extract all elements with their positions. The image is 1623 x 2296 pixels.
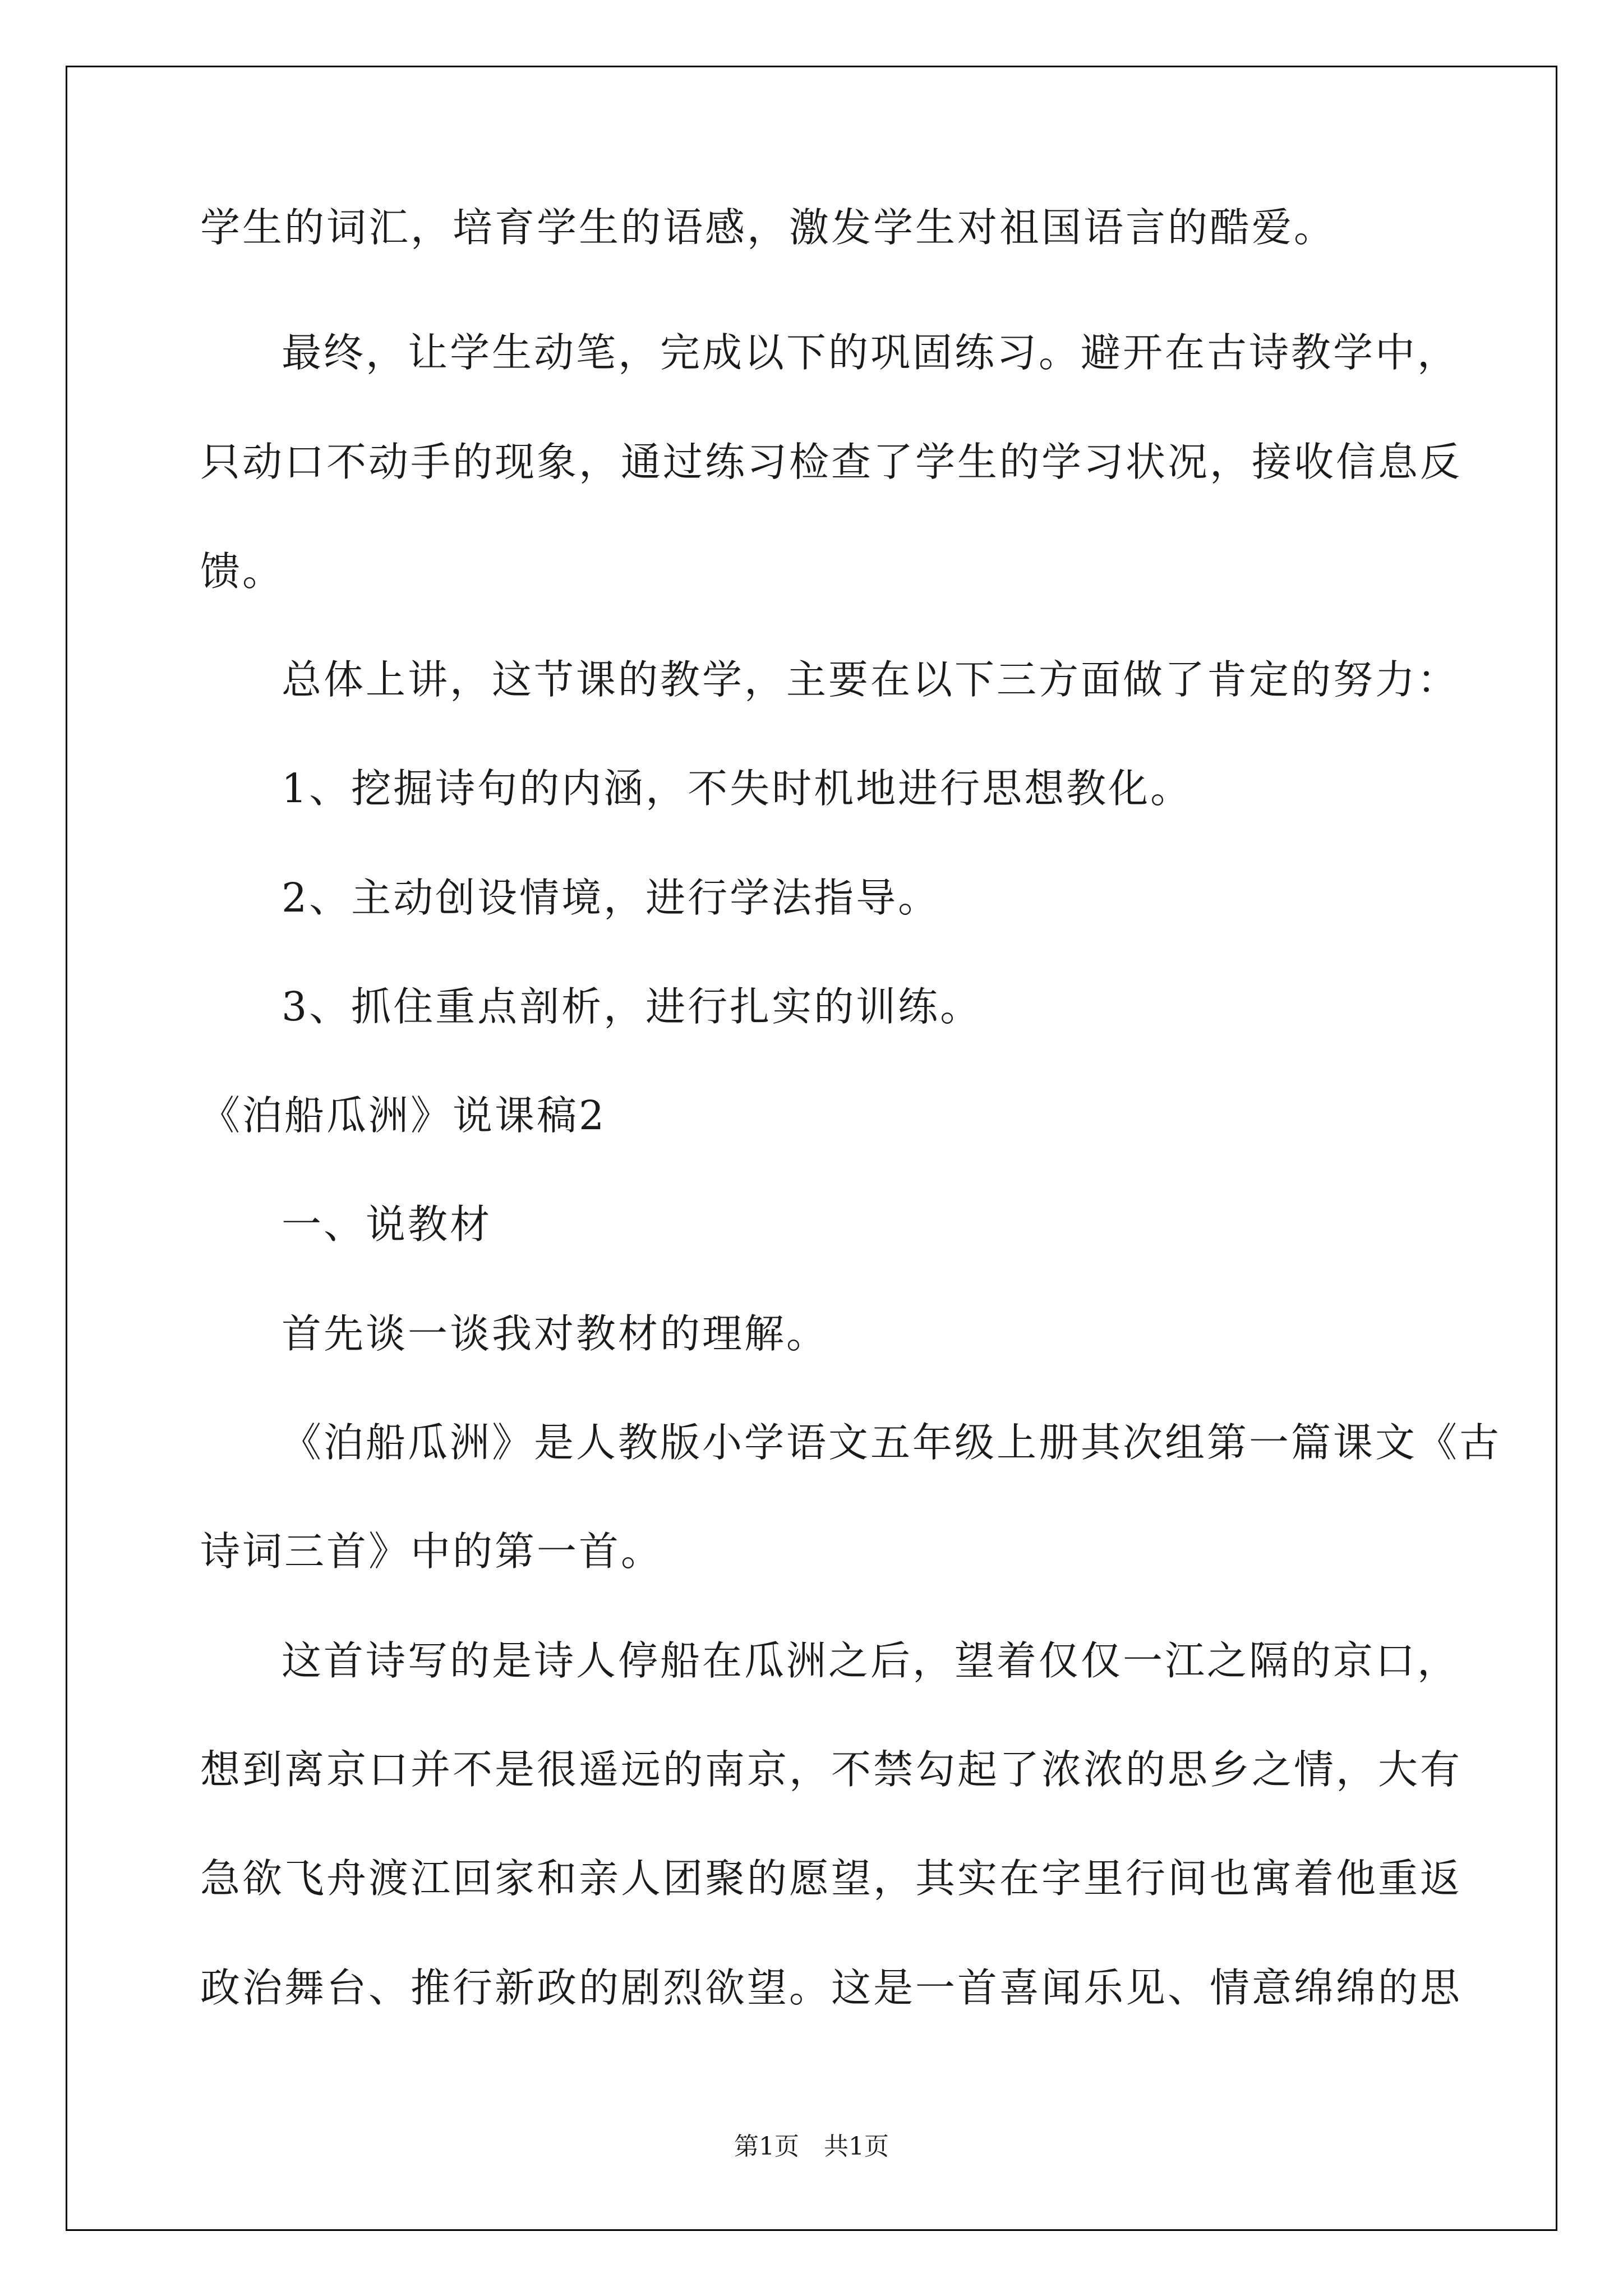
text-line: 诗词三首》中的第一首。: [200, 1528, 663, 1575]
section-heading: 一、说教材: [282, 1201, 492, 1248]
text-line: 最终，让学生动笔，完成以下的巩固练习。避开在古诗教学中，: [282, 329, 1460, 376]
section-title: 《泊船瓜洲》说课稿2: [200, 1092, 607, 1139]
text-line: 总体上讲，这节课的教学，主要在以下三方面做了肯定的努力：: [282, 656, 1460, 703]
text-line: 急欲飞舟渡江回家和亲人团聚的愿望，其实在字里行间也寓着他重返: [200, 1855, 1463, 1902]
page-border: [66, 66, 1557, 2231]
text-line: 学生的词汇，培育学生的语感，激发学生对祖国语言的酷爱。: [200, 204, 1336, 251]
text-line: 只动口不动手的现象，通过练习检查了学生的学习状况，接收信息反: [200, 439, 1463, 485]
text-line: 《泊船瓜洲》是人教版小学语文五年级上册其次组第一篇课文《古: [282, 1419, 1502, 1466]
text-line: 政治舞台、推行新政的剧烈欲望。这是一首喜闻乐见、情意绵绵的思: [200, 1964, 1463, 2011]
list-item: 1、挖掘诗句的内涵，不失时机地进行思想教化。: [282, 765, 1193, 812]
list-item: 2、主动创设情境，进行学法指导。: [282, 875, 940, 921]
list-item: 3、抓住重点剖析，进行扎实的训练。: [282, 983, 983, 1030]
text-line: 这首诗写的是诗人停船在瓜洲之后，望着仅仅一江之隔的京口，: [282, 1637, 1460, 1684]
text-line: 馈。: [200, 548, 285, 595]
page-footer: 第1页 共1页: [734, 2132, 889, 2161]
text-line: 首先谈一谈我对教材的理解。: [282, 1310, 829, 1357]
text-line: 想到离京口并不是很遥远的南京，不禁勾起了浓浓的思乡之情，大有: [200, 1746, 1463, 1793]
